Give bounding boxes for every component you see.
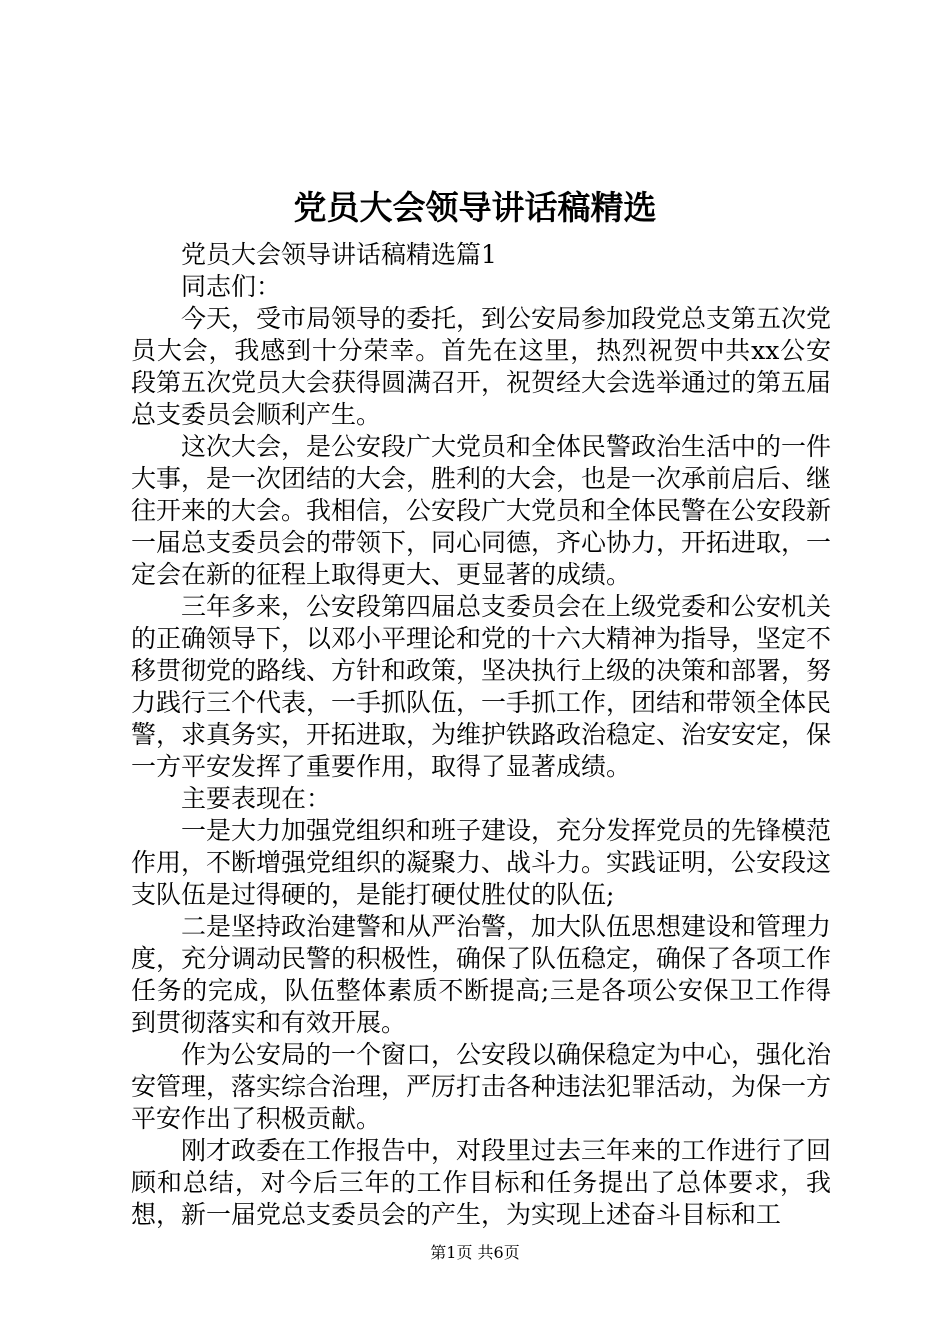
section-heading: 党员大会领导讲话稿精选篇1: [181, 240, 497, 269]
body-paragraph: 二是坚持政治建警和从严治警，加大队伍思想建设和管理力度，充分调动民警的积极性，确保了队伍稳定，确保了各项工作任务的完成，队伍整体素质不断提高;三是各项公安保卫工作得到贯彻落实和有效开展。: [131, 912, 832, 1037]
document-body: [131, 239, 831, 1231]
body-paragraph: 主要表现在：: [181, 784, 332, 813]
body-paragraph: 三年多来，公安段第四届总支委员会在上级党委和公安机关的正确领导下，以邓小平理论和党的十六大精神为指导，坚定不移贯彻党的路线、方针和政策，坚决执行上级的决策和部署，努力践行三个代表，一手抓队伍，一手抓工作，团结和带领全体民警，求真务实，开拓进取，为维护铁路政治稳定、治安安定，保一方平安发挥了重要作用，取得了显著成绩。: [131, 592, 832, 781]
body-paragraph: 一是大力加强党组织和班子建设，充分发挥党员的先锋模范作用，不断增强党组织的凝聚力、战斗力。实践证明，公安段这支队伍是过得硬的，是能打硬仗胜仗的队伍;: [131, 816, 832, 909]
body-paragraph: 刚才政委在工作报告中，对段里过去三年来的工作进行了回顾和总结，对今后三年的工作目标和任务提出了总体要求，我想，新一届党总支委员会的产生，为实现上述奋斗目标和工: [131, 1136, 832, 1229]
document-title: 党员大会领导讲话稿精选: [293, 188, 657, 227]
salutation: 同志们：: [181, 272, 282, 301]
page-footer: 第1页 共6页: [430, 1243, 520, 1262]
body-paragraph: 今天，受市局领导的委托，到公安局参加段党总支第五次党员大会，我感到十分荣幸。首先在这里，热烈祝贺中共xx公安段第五次党员大会获得圆满召开，祝贺经大会选举通过的第五届总支委员会顺利产生。: [131, 304, 832, 429]
body-paragraph: 这次大会，是公安段广大党员和全体民警政治生活中的一件大事，是一次团结的大会，胜利的大会，也是一次承前启后、继往开来的大会。我相信，公安段广大党员和全体民警在公安段新一届总支委员会的带领下，同心同德，齐心协力，开拓进取，一定会在新的征程上取得更大、更显著的成绩。: [131, 432, 832, 589]
body-paragraph: 作为公安局的一个窗口，公安段以确保稳定为中心，强化治安管理，落实综合治理，严厉打击各种违法犯罪活动，为保一方平安作出了积极贡献。: [131, 1040, 832, 1133]
